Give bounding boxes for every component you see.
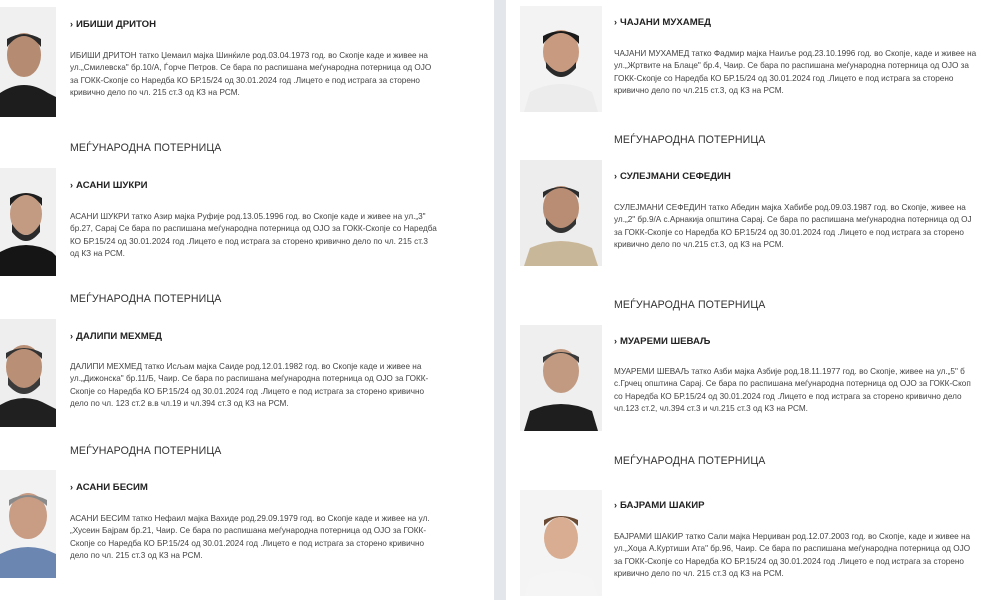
chevron-right-icon: › bbox=[614, 336, 617, 346]
chevron-right-icon: › bbox=[70, 19, 73, 29]
suspect-description: АСАНИ БЕСИМ татко Нефаил мајка Вахиде род.29.09.1979 год. во Скопје каде и живее на ул. „Хусеин Бајрам бр.21, Чаир. Се бара по распишана меѓународна потерница од ОЈО за ГОКК- Скопје со Наредба КО БР.15/24 од 30.01.2024 год .Лицето е под истрага за сторено кривично дело по чл. 215 ст.3 од КЗ на РСМ. bbox=[70, 514, 430, 561]
suspect-photo bbox=[0, 7, 56, 117]
suspect-name[interactable]: › АСАНИ БЕСИМ bbox=[70, 482, 148, 493]
suspect-name[interactable]: › БАЈРАМИ ШАКИР bbox=[614, 500, 705, 511]
suspect-photo bbox=[0, 470, 56, 578]
suspect-name[interactable]: › ЧАЈАНИ МУХАМЕД bbox=[614, 17, 711, 28]
chevron-right-icon: › bbox=[70, 482, 73, 492]
suspect-photo bbox=[520, 490, 602, 596]
suspect-photo bbox=[520, 160, 602, 266]
section-heading: МЕЃУНАРОДНА ПОТЕРНИЦА bbox=[614, 299, 766, 311]
section-heading: МЕЃУНАРОДНА ПОТЕРНИЦА bbox=[70, 142, 222, 154]
chevron-right-icon: › bbox=[614, 171, 617, 181]
suspect-description: СУЛЕЈМАНИ СЕФЕДИН татко Абедин мајка Хабибе род.09.03.1987 год. во Скопје, живее на ул.„2" бр.9/А с.Арнакија општина Сарај. Се бара по распишана меѓународна потерница од ОЈ за ГОКК-Скопје со Наредба КО БР.15/24 од 30.01.2024 год .Лицето е под истрага за сторено кривично дело по чл.215 ст.3, од КЗ на РСМ. bbox=[614, 203, 972, 250]
suspect-name[interactable]: › СУЛЕЈМАНИ СЕФЕДИН bbox=[614, 171, 731, 182]
suspect-name[interactable]: › ДАЛИПИ МЕХМЕД bbox=[70, 331, 162, 342]
suspect-photo bbox=[520, 6, 602, 112]
suspect-description: АСАНИ ШУКРИ татко Азир мајка Руфије род.13.05.1996 год. во Скопје каде и живее на ул.„3" бр.27, Сарај Се бара по распишана меѓународна потерница од ОЈО за ГОКК-Скопје со Наредба КО БР.15/24 од 30.01.2024 год .Лицето е под истрага за сторено кривично дело по чл. 215 ст.3 од КЗ на РСМ. bbox=[70, 212, 437, 259]
chevron-right-icon: › bbox=[614, 500, 617, 510]
suspect-photo bbox=[0, 168, 56, 276]
chevron-right-icon: › bbox=[614, 17, 617, 27]
suspect-photo bbox=[0, 319, 56, 427]
suspect-photo bbox=[520, 325, 602, 431]
section-heading: МЕЃУНАРОДНА ПОТЕРНИЦА bbox=[614, 134, 766, 146]
section-heading: МЕЃУНАРОДНА ПОТЕРНИЦА bbox=[614, 455, 766, 467]
suspect-description: ЧАЈАНИ МУХАМЕД татко Фадмир мајка Наиље род.23.10.1996 год. во Скопје, каде и живее на ул.„Жртвите на Блаце" бр.4, Чаир. Се бара по распишана меѓународна потерница од ОЈО за ГОКК-Скопје со Наредба КО БР.15/24 од 30.01.2024 год .Лицето е под истрага за сторено кривично дело по чл.215 ст.3, од КЗ на РСМ. bbox=[614, 49, 977, 96]
suspect-description: ДАЛИПИ МЕХМЕД татко Исљам мајка Саиде род.12.01.1982 год. во Скопје каде и живее на ул.„Дижонска" бр.11/Б, Чаир. Се бара по распишана меѓународна потерница од ОЈО за ГОКК- Скопје со Наредба КО БР.15/24 од 30.01.2024 год .Лицето е под истрага за сторено кривично дело по чл. 123 ст.2 в.в чл.19 и чл.394 ст.3 од КЗ на РСМ. bbox=[70, 362, 429, 409]
suspect-description: МУАРЕМИ ШЕВАЉ татко Азби мајка Азбије род.18.11.1977 год. во Скопје, живее на ул.„5" б с.Грчец општина Сарај. Се бара по распишана меѓународна потерница од ОЈО за ГОКК-Скоп со Наредба КО БР.15/24 од 30.01.2024 год .Лицето е под истрага за сторено кривично дело чл.123 ст.2, чл.394 ст.3 и чл.215 ст.3 од КЗ на РСМ. bbox=[614, 367, 971, 414]
left-column bbox=[0, 0, 494, 600]
right-column bbox=[506, 0, 1000, 600]
section-heading: МЕЃУНАРОДНА ПОТЕРНИЦА bbox=[70, 445, 222, 457]
section-heading: МЕЃУНАРОДНА ПОТЕРНИЦА bbox=[70, 293, 222, 305]
column-divider bbox=[494, 0, 506, 600]
chevron-right-icon: › bbox=[70, 180, 73, 190]
chevron-right-icon: › bbox=[70, 331, 73, 341]
suspect-name[interactable]: › ИБИШИ ДРИТОН bbox=[70, 19, 157, 30]
suspect-name[interactable]: › АСАНИ ШУКРИ bbox=[70, 180, 148, 191]
suspect-description: ИБИШИ ДРИТОН татко Џемаил мајка Шинќиле род.03.04.1973 год. во Скопје каде и живее на ул.„Смилевска" бр.10/А, Ѓорче Петров. Се бара по распишана меѓународна потерница од ОЈО за ГОКК-Скопје со Наредба КО БР.15/24 од 30.01.2024 год .Лицето е под истрага за сторено кривично дело по чл. 215 ст.3 од КЗ на РСМ. bbox=[70, 51, 432, 98]
suspect-description: БАЈРАМИ ШАКИР татко Сали мајка Нерџиван род.12.07.2003 год. во Скопје, каде и живее на ул.„Хоџа А.Куртиши Ата" бр.96, Чаир. Се бара по распишана меѓународна потерница од ОЈО за ГОКК-Скопје со Наредба КО БР.15/24 од 30.01.2024 год .Лицето е под истрага за сторено кривично дело по чл. 215 ст.3 од КЗ на РСМ. bbox=[614, 532, 971, 579]
suspect-name[interactable]: › МУАРЕМИ ШЕВАЉ bbox=[614, 336, 711, 347]
